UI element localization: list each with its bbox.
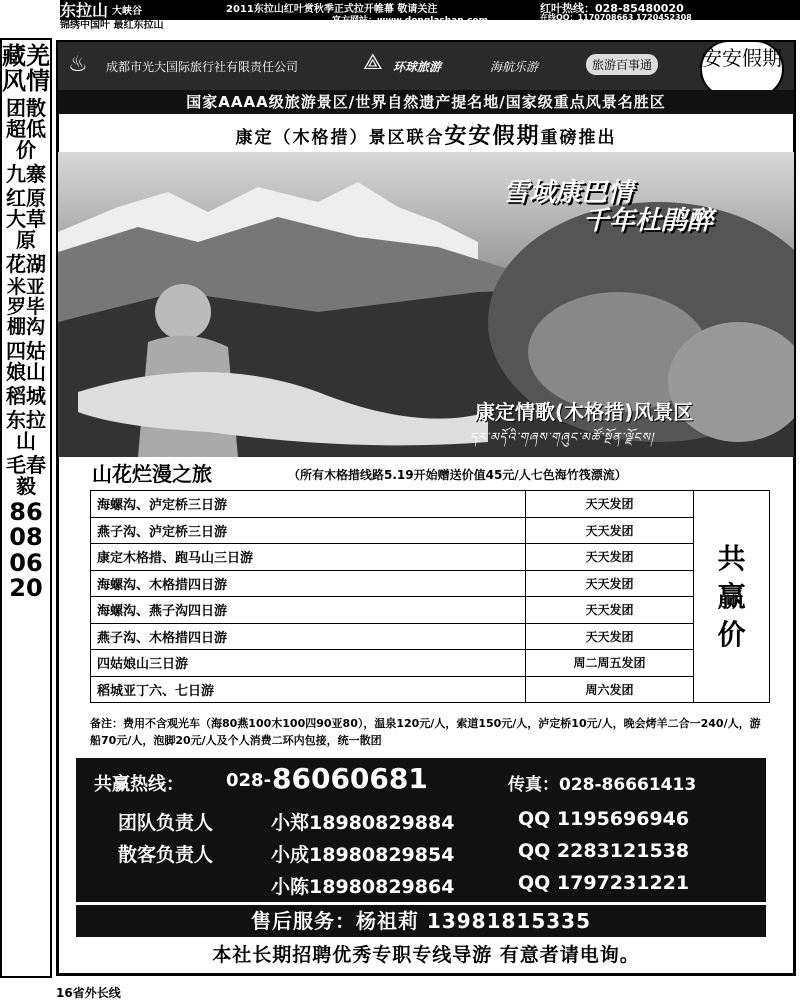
third-qq: QQ 1797231221 [518, 872, 690, 894]
route-name: 燕子沟、木格措四日游 [91, 623, 526, 650]
sidebar-line: 米亚罗毕棚沟 [6, 276, 45, 339]
sidebar-line: 花湖 [6, 252, 46, 277]
hotline-prefix: 028- [226, 770, 272, 791]
route-table [90, 490, 770, 703]
single-contact: 小成18980829854 [271, 844, 455, 866]
table-row [91, 676, 770, 703]
single-label: 散客负责人 [118, 844, 214, 866]
third-contact: 小陈18980829864 [271, 876, 455, 898]
brand-name: 东拉山 [60, 1, 109, 20]
hotline-label: 共赢热线： [94, 774, 184, 795]
slogan-line-2: 千年杜鹃醉 [583, 206, 714, 236]
website: 官方网站：www.donglashan.com [332, 16, 488, 26]
route-name: 海螺沟、燕子沟四日游 [91, 597, 526, 624]
fax: 传真：028-86661413 [508, 775, 697, 795]
table-row [91, 517, 770, 544]
scenic-area-name: 康定情歌(木格措)风景区 [475, 400, 694, 424]
subline-banner [58, 120, 794, 154]
route-departure: 天天发团 [526, 544, 694, 571]
subline-part-c: 重磅推出 [540, 128, 617, 148]
table-row [91, 544, 770, 571]
sidebar-phone: 86080620 [9, 498, 43, 602]
route-name: 海螺沟、泸定桥三日游 [91, 491, 526, 518]
partner-logo-bar [58, 42, 794, 90]
qq-line: 在线QQ：1170708663 1720452308 [540, 13, 692, 22]
sidebar-line: 四姑娘山 [6, 339, 46, 385]
route-departure: 周六发团 [526, 676, 694, 703]
route-name: 海螺沟、木格措四日游 [91, 570, 526, 597]
team-contact: 小郑18980829884 [271, 812, 455, 834]
route-name: 燕子沟、泸定桥三日游 [91, 517, 526, 544]
subline-part-a: 康定（木格措）景区联合 [235, 128, 445, 148]
sidebar-column [0, 38, 52, 978]
table-row [91, 623, 770, 650]
tours-subtitle: （所有木格措线路5.19开始赠送价值45元/人七色海竹筏漂流） [288, 468, 627, 482]
headline-banner: 国家AAAA级旅游景区/世界自然遗产提名地/国家级重点风景名胜区 [58, 90, 794, 114]
route-departure: 天天发团 [526, 570, 694, 597]
route-departure: 天天发团 [526, 623, 694, 650]
partner-logo-2: 海航乐游 [490, 60, 539, 74]
sidebar-line: 红原大草原 [6, 186, 46, 253]
sidebar-line: 团散超低价 [6, 96, 46, 163]
sidebar-line: 九寨 [6, 162, 46, 187]
hotline-number: 86060681 [272, 762, 428, 795]
agency-name: 成都市光大国际旅行社有限责任公司 [106, 60, 299, 74]
after-sales: 售后服务：杨祖莉 13981815335 [76, 905, 766, 937]
top-strip [60, 0, 800, 31]
route-departure: 天天发团 [526, 517, 694, 544]
slogan-line-1: 雪域康巴情 [503, 178, 634, 208]
route-departure: 天天发团 [526, 491, 694, 518]
agency-logo-icon: ♨ [68, 52, 88, 77]
tours-title: 山花烂漫之旅 [92, 462, 212, 486]
page-footer: 16省外长线 [56, 986, 121, 1000]
route-name: 四姑娘山三日游 [91, 650, 526, 677]
tours-header [58, 458, 794, 488]
table-row [91, 491, 770, 518]
team-label: 团队负责人 [118, 812, 214, 834]
hotline: 红叶热线：028-85480020 [540, 2, 684, 15]
fee-note: 备注：费用不含观光车（海80燕100木100四90亚80），温泉120元/人，索道150元/人，泸定桥10元/人，晚会烤羊二合一240/人，游船70元/人，泡脚20元/人及个人消费二环内包接，统一散团 [90, 717, 761, 747]
table-row [91, 650, 770, 677]
anan-badge: 安安假期 [700, 40, 784, 98]
route-departure: 天天发团 [526, 597, 694, 624]
globe-logo-icon: ⟁ [363, 50, 383, 75]
sidebar-line: 毛春毅 [6, 453, 46, 499]
table-row [91, 597, 770, 624]
team-qq: QQ 1195696946 [518, 808, 690, 830]
route-departure: 周二周五发团 [526, 650, 694, 677]
partner-logo-1: 环球旅游 [393, 60, 442, 74]
sidebar-line: 藏羌风情 [2, 42, 50, 96]
table-row [91, 570, 770, 597]
price-label: 共赢价 [694, 491, 770, 703]
brand-sub: 大峡谷 [112, 6, 142, 17]
sidebar-line: 东拉山 [6, 408, 46, 454]
single-qq: QQ 2283121538 [518, 840, 690, 862]
partner-logo-3: 旅游百事通 [586, 54, 658, 75]
route-name: 康定木格措、跑马山三日游 [91, 544, 526, 571]
brand-slogan: 锦绣中国叶 最红东拉山 [60, 20, 164, 31]
subline-part-b: 安安假期 [444, 124, 541, 149]
sidebar-line: 稻城 [6, 384, 46, 409]
contact-block [76, 758, 766, 902]
event-announcement: 2011东拉山红叶赏秋季正式拉开帷幕 敬请关注 [226, 4, 438, 15]
route-name: 稻城亚丁六、七日游 [91, 676, 526, 703]
tibetan-caption: དར་མདོའི་གཞས་གཞུང་མཚོ་སྔོན་ལྗོངས། [470, 430, 655, 444]
recruit-notice: 本社长期招聘优秀专职专线导游 有意者请电询。 [212, 944, 640, 966]
